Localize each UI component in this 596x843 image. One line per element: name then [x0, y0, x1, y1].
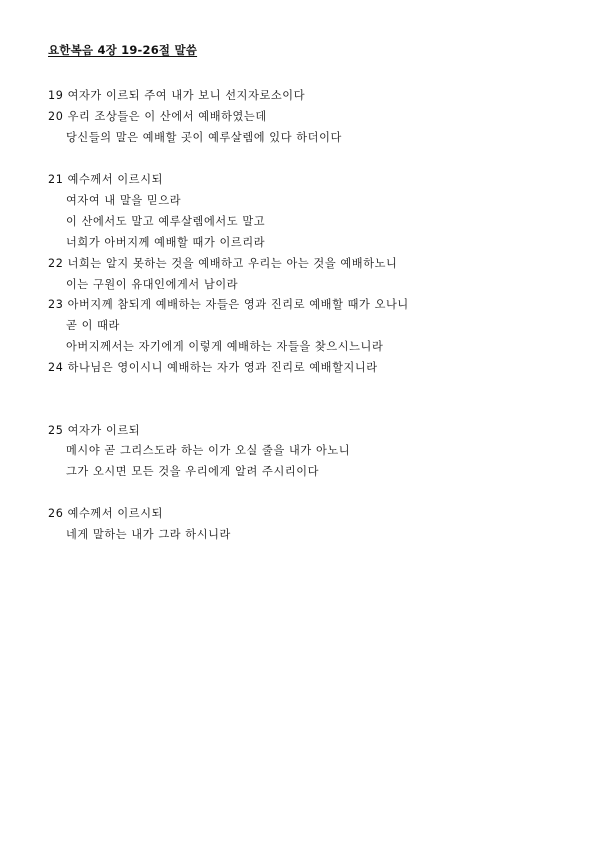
document-title: 요한복음 4장 19-26절 말씀 — [48, 43, 198, 57]
verse-26-continuation: 네게 말하는 내가 그라 하시니라 — [66, 528, 231, 541]
verse-20-line: 20 우리 조상들은 이 산에서 예배하였는데 — [48, 110, 267, 123]
verse-24-line: 24 하나님은 영이시니 예배하는 자가 영과 진리로 예배할지니라 — [48, 361, 378, 374]
verse-23-line: 23 아버지께 참되게 예배하는 자들은 영과 진리로 예배할 때가 오나니 — [48, 298, 409, 311]
verse-25-continuation-2: 그가 오시면 모든 것을 우리에게 알려 주시리이다 — [66, 465, 320, 478]
verse-23-continuation-1: 곧 이 때라 — [66, 319, 120, 332]
verse-22-line: 22 너희는 알지 못하는 것을 예배하고 우리는 아는 것을 예배하노니 — [48, 257, 398, 270]
verse-21-continuation-3: 너희가 아버지께 예배할 때가 이르리라 — [66, 236, 266, 249]
verse-25-line: 25 여자가 이르되 — [48, 424, 141, 437]
verse-21-continuation-2: 이 산에서도 말고 예루살렘에서도 말고 — [66, 215, 266, 228]
verse-23-continuation-2: 아버지께서는 자기에게 이렇게 예배하는 자들을 찾으시느니라 — [66, 340, 384, 353]
verse-21-continuation-1: 여자여 내 말을 믿으라 — [66, 194, 182, 207]
verse-25-continuation-1: 메시야 곧 그리스도라 하는 이가 오실 줄을 내가 아노니 — [66, 444, 351, 457]
verse-26-line: 26 예수께서 이르시되 — [48, 507, 164, 520]
verse-22-continuation: 이는 구원이 유대인에게서 남이라 — [66, 278, 239, 291]
verse-19-line: 19 여자가 이르되 주여 내가 보니 선지자로소이다 — [48, 89, 306, 102]
verse-21-line: 21 예수께서 이르시되 — [48, 173, 164, 186]
verse-20-continuation: 당신들의 말은 예배할 곳이 예루살렘에 있다 하더이다 — [66, 131, 342, 144]
